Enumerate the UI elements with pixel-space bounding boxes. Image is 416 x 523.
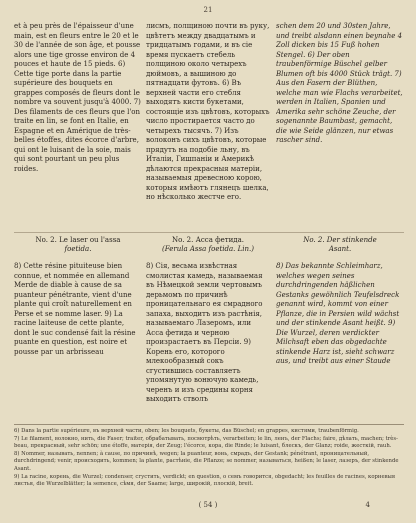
german-heading <box>276 236 404 254</box>
french-heading-name: No. 2. Le laser ou l'assa <box>35 236 121 244</box>
french-text-top <box>14 22 142 227</box>
french-heading <box>14 236 142 254</box>
german-text-bottom <box>276 262 404 417</box>
russian-text-top <box>146 22 270 227</box>
russian-heading <box>146 236 270 254</box>
russian-paragraph: лисмъ, полщиною почти въ руку, цвѣтетъ между двадцатымъ и тридцатымъ годами, и въ сіе время пускаетъ стебель полщиною около четырехъ дюймовъ, а вышиною до пятнадцати футовъ. 6) Въ верхней части его стебля выходятъ кисти букетами, состоящіе изъ цвѣтовъ, которыхъ число простирается часто до четырехъ тысячъ. 7) Изъ волоконъ сихъ цвѣтовъ, которые прядутъ на подобіе льну, въ Италіи, Гишпаніи и Америкѣ дѣлаются прекрасныя матеріи, называемыя древесною корою, которыя имѣютъ глянецъ шелка, но нѣсколько жестче его. <box>146 22 270 201</box>
footnote: 9) La racine, корень, die Wurzel; condenser, сгустить, verdickt; en question, о семъ говорится, obgedacht; les feuilles de racines, корневыя листья, die Wurzelblätter; la semence, сѣмя, der Saame; large, широкій, плоскій, breit. <box>14 473 396 488</box>
footnotes <box>14 424 404 489</box>
french-paragraph: 8) Cette résine pituiteuse bien connue, et nommée en allemand Merde de diable à cause de sa puanteur pénétrante, vient d'une plante qui croît naturellement en Perse et se nomme laser. 9) La racine laiteuse de cette plante, dont le suc condensé fait la résine puante en question, est noire et pousse par un arbrisseau <box>14 262 136 356</box>
russian-heading-name: No. 2. Асса фетида. <box>172 236 244 244</box>
page-number-bottom: ( 54 ) <box>198 501 218 509</box>
german-heading-name: No. 2. Der stinkende <box>303 236 377 244</box>
signature-mark: 4 <box>365 501 370 509</box>
russian-paragraph: 8) Сія, весьма извѣстная смолистая камедь, называемая въ Нѣмецкой земли чертовымъ дерьмомъ по причинѣ проницательнаго ея смрадного запаха, выходитъ изъ растѣнія, называемаго Лазеромъ, или Асса фетида и черною произрастаетъ въ Персіи. 9) Корень его, которого млекообразный сокъ сгустившись составляетъ упомянутую вонючую камедь, черенъ и изъ средины корня выходитъ стволъ <box>146 262 263 403</box>
french-heading-latin: foetida. <box>64 245 92 253</box>
german-paragraph: 8) Das bekannte Schleimharz, welches wegen seines durchdringenden häßlichen Gestanks gewöhnlich Teufelsdreck genannt wird, kommt von einer Pflanze, die in Persien wild wächst und der stinkende Asant heißt. 9) Die Wurzel, deren verdickter Milchsaft eben das obgedachte stinkende Harz ist, sieht schwarz aus, und treibt aus einer Staude <box>276 262 400 365</box>
footnote: 8) Nommer, называть, nennen; à cause, по причинѣ, wegen; la puanteur, вонь, смрадъ, der Gestank; pénétrant, проницательный, durchdringend; venir, происходить, kommen; la plante, растѣніе, die Pflanze; se nommer, называться, heißen; le laser, лазеръ, der stinkende Asant. <box>14 450 399 472</box>
russian-heading-latin: (Ferula Assa foetida. Lin.) <box>162 245 254 253</box>
french-paragraph: et à peu près de l'épaisseur d'une main, est en fleurs entre le 20 et le 30 de l'année de son âge, et pousse alors une tige grosse environ de 4 pouces et haute de 15 pieds. 6) Cette tige porte dans la partie supérieure des bouquets en grappes composés de fleurs dont le nombre va souvent jusqu'à 4000. 7) Des filaments de ces fleurs que l'on traite en lin, se font en Italie, en Espagne et en Amérique de très-belles étoffes, dites écorce d'arbre, qui ont le luisant de la soie, mais qui sont pourtant un peu plus roides. <box>14 22 141 173</box>
footnote: 7) Le filament, волокно, нить, die Faser; traiter, обрабатывать, посмотрѣть, verarbeiten; le lin, ленъ, der Flachs; faire, дѣлать, machen; très-beau, прекрасный, sehr schön; une étoffe, матерія, der Zeug; l'écorce, кора, die Rinde; le luisant, блескъ, der Glanz; roide, жесткій, rauh. <box>14 435 398 450</box>
section-divider <box>14 232 404 233</box>
footnote: 6) Dans la partie supérieure, въ верхней части, oben; les bouquets, букеты, das Büschel; en grappes, кистями, traubenförmig. <box>14 428 359 434</box>
french-text-bottom <box>14 262 142 417</box>
german-heading-latin: Asant. <box>328 245 352 253</box>
russian-text-bottom <box>146 262 270 417</box>
german-text-top <box>276 22 404 227</box>
german-paragraph: schen dem 20 und 30sten Jahre, und treibt alsdann einen beynahe 4 Zoll dicken bis 15 Fuß hohen Stengel. 6) Der oben traubenförmige Büschel gelber Blumen oft bis 4000 Stück trägt. 7) Aus den Fasern der Blüthen, welche man wie Flachs verarbeitet, werden in Italien, Spanien und Amerika sehr schöne Zeuche, der sogenannte Baumbast, gemacht, die wie Seide glänzen, nur etwas rascher sind. <box>276 22 403 144</box>
page-number-top: 21 <box>203 6 213 14</box>
